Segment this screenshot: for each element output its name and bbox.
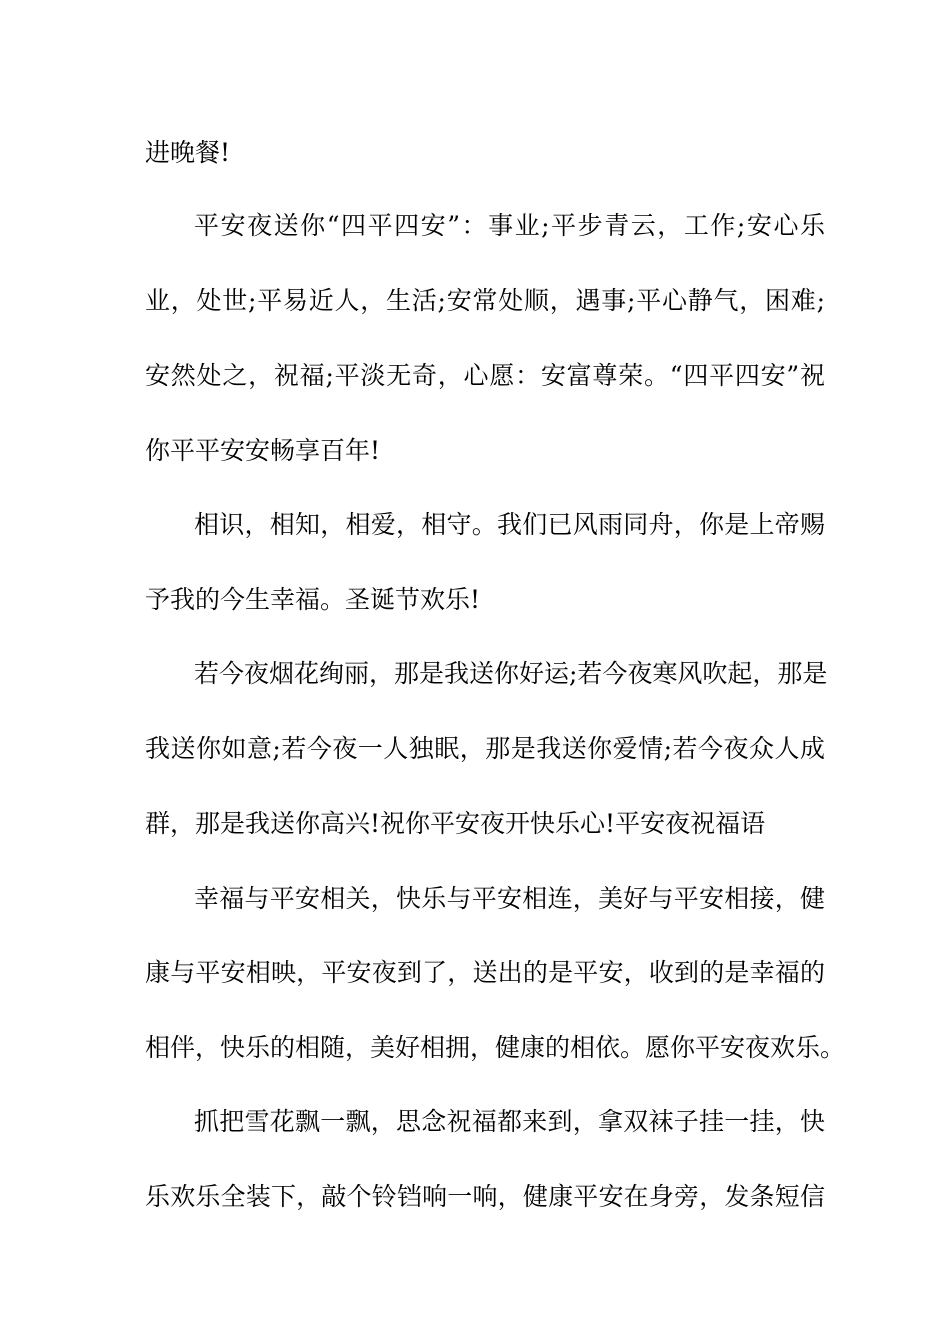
text-line: 业，处世;平易近人，生活;安常处顺，遇事;平心静气，困难;	[145, 286, 825, 315]
text-line: 安然处之，祝福;平淡无奇，心愿：安富尊荣。“四平四安”祝	[145, 361, 825, 390]
text-line: 予我的今生幸福。圣诞节欢乐!	[145, 585, 481, 614]
text-line: 乐欢乐全装下，敲个铃铛响一响，健康平安在身旁，发条短信	[145, 1182, 825, 1211]
text-line: 群，那是我送你高兴!祝你平安夜开快乐心!平安夜祝福语	[145, 809, 766, 838]
paragraph-first-line: 幸福与平安相关，快乐与平安相连，美好与平安相接，健	[194, 884, 825, 913]
paragraph-first-line: 相识，相知，相爱，相守。我们已风雨同舟，你是上帝赐	[194, 510, 825, 539]
text-line: 康与平安相映，平安夜到了，送出的是平安，收到的是幸福的	[145, 958, 825, 987]
text-line: 相伴，快乐的相随，美好相拥，健康的相依。愿你平安夜欢乐。	[145, 1033, 846, 1062]
text-line: 进晚餐!	[145, 138, 231, 167]
paragraph-first-line: 抓把雪花飘一飘，思念祝福都来到，拿双袜子挂一挂，快	[194, 1107, 825, 1136]
paragraph-first-line: 平安夜送你“四平四安”：事业;平步青云，工作;安心乐	[194, 211, 825, 240]
paragraph-first-line: 若今夜烟花绚丽，那是我送你好运;若今夜寒风吹起，那是	[194, 659, 828, 688]
text-line: 你平平安安畅享百年!	[145, 436, 381, 465]
text-line: 我送你如意;若今夜一人独眠，那是我送你爱情;若今夜众人成	[145, 734, 825, 763]
